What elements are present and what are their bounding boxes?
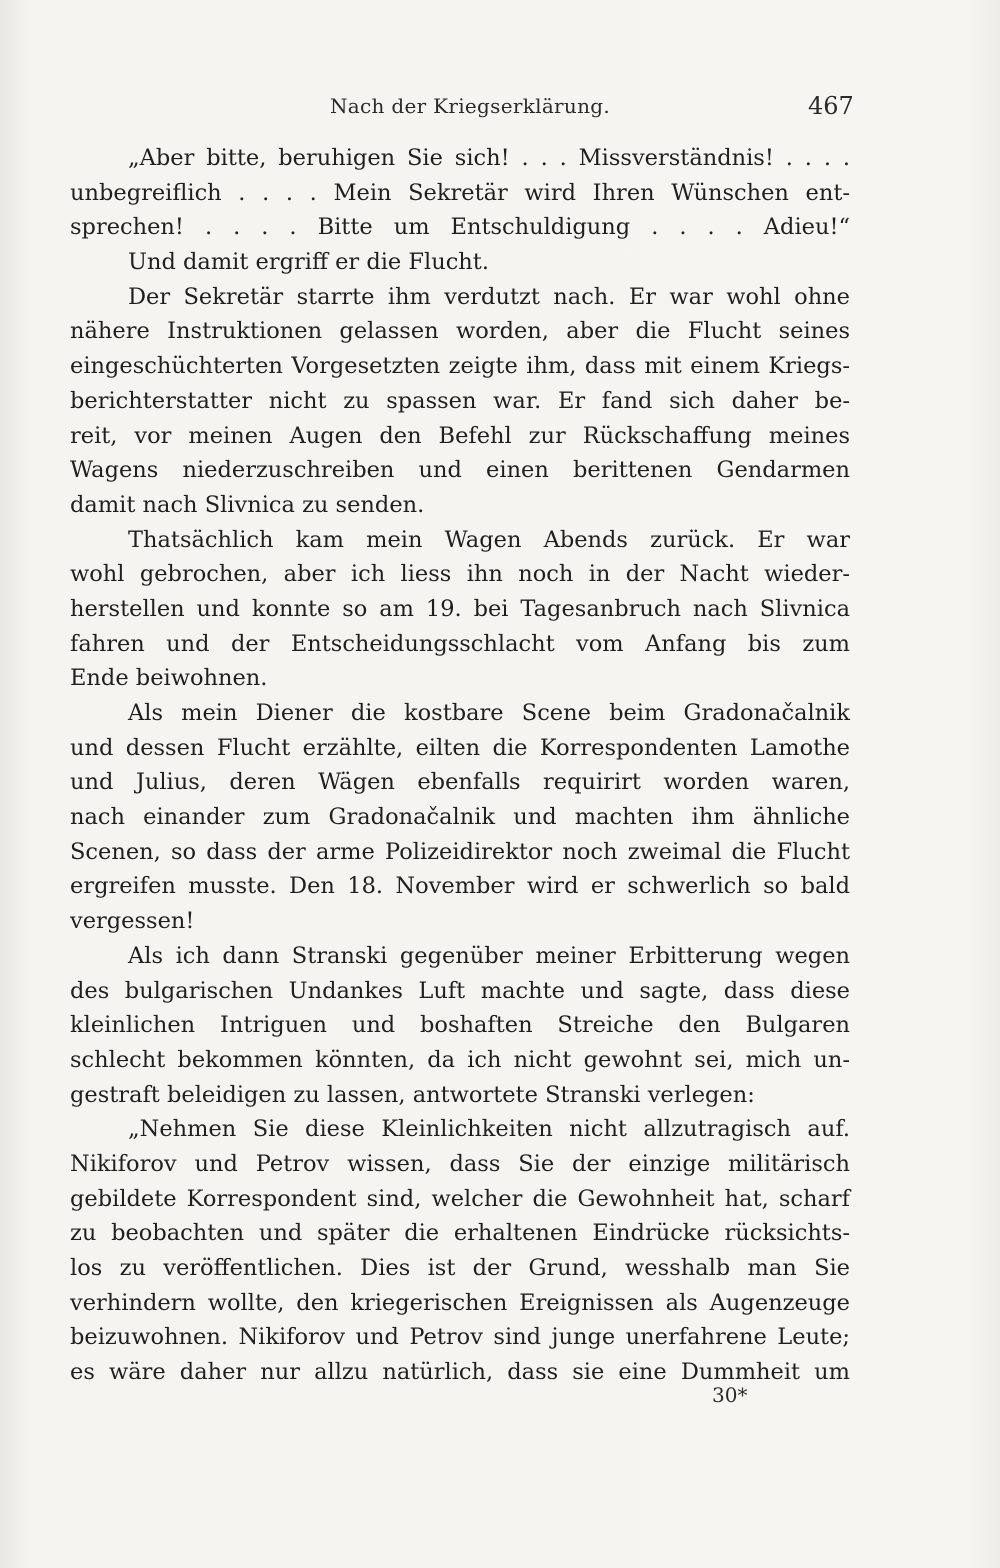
text-line: Scenen, so dass der arme Polizeidirektor noch zweimal die Flucht — [70, 838, 850, 865]
text-line: sprechen! . . . . Bitte um Entschuldigung . . . . Adieu!“ — [70, 214, 850, 241]
text-line: berichterstatter nicht zu spassen war. Er fand sich daher be- — [70, 387, 850, 414]
text-line: gebildete Korrespondent sind, welcher die Gewohnheit hat, scharf — [70, 1185, 850, 1212]
text-line: und Julius, deren Wägen ebenfalls requirirt worden waren, — [70, 769, 850, 796]
text-line: ergreifen musste. Den 18. November wird er schwerlich so bald — [70, 873, 850, 900]
text-line: nähere Instruktionen gelassen worden, aber die Flucht seines — [70, 318, 850, 345]
text-line: „Nehmen Sie diese Kleinlichkeiten nicht allzutragisch auf. — [128, 1116, 850, 1143]
text-line: kleinlichen Intriguen und boshaften Streiche den Bulgaren — [70, 1012, 850, 1039]
text-line: Und damit ergriff er die Flucht. — [128, 249, 489, 276]
text-line: verhindern wollte, den kriegerischen Ereignissen als Augenzeuge — [70, 1289, 850, 1316]
text-line: es wäre daher nur allzu natürlich, dass sie eine Dummheit um — [70, 1359, 850, 1386]
text-line: beizuwohnen. Nikiforov und Petrov sind junge unerfahrene Leute; — [70, 1324, 850, 1351]
text-line: gestraft beleidigen zu lassen, antwortete Stranski verlegen: — [70, 1081, 755, 1108]
text-line: unbegreiflich . . . . Mein Sekretär wird Ihren Wünschen ent- — [70, 179, 850, 206]
text-line: Thatsächlich kam mein Wagen Abends zurück. Er war — [128, 526, 850, 553]
text-line: Als ich dann Stranski gegenüber meiner Erbitterung wegen — [128, 942, 850, 969]
text-line: vergessen! — [70, 908, 195, 935]
text-line: reit, vor meinen Augen den Befehl zur Rückschaffung meines — [70, 422, 850, 449]
text-line: schlecht bekommen könnten, da ich nicht gewohnt sei, mich un- — [70, 1046, 850, 1073]
text-line: „Aber bitte, beruhigen Sie sich! . . . Missverständnis! . . . . — [128, 145, 850, 171]
printer-signature-mark: 30* — [712, 1383, 748, 1407]
text-line: los zu veröffentlichen. Dies ist der Grund, wesshalb man Sie — [70, 1255, 850, 1281]
running-title: Nach der Kriegserklärung. — [330, 94, 611, 118]
text-line: Als mein Diener die kostbare Scene beim Gradonačalnik — [128, 700, 850, 726]
page-number: 467 — [808, 92, 854, 120]
text-line: eingeschüchterten Vorgesetzten zeigte ihm, dass mit einem Kriegs- — [70, 353, 850, 380]
text-line: wohl gebrochen, aber ich liess ihn noch in der Nacht wieder- — [70, 561, 850, 588]
body-text — [70, 141, 850, 1390]
text-line: Ende beiwohnen. — [70, 665, 268, 692]
text-line: zu beobachten und später die erhaltenen Eindrücke rücksichts- — [70, 1220, 850, 1247]
page-header — [0, 90, 1000, 130]
text-line: des bulgarischen Undankes Luft machte und sagte, dass diese — [70, 977, 850, 1004]
text-line: und dessen Flucht erzählte, eilten die Korrespondenten Lamothe — [70, 734, 850, 761]
text-line: Wagens niederzuschreiben und einen berittenen Gendarmen — [70, 457, 850, 484]
text-line: herstellen und konnte so am 19. bei Tagesanbruch nach Slivnica — [70, 595, 850, 622]
text-line: fahren und der Entscheidungsschlacht vom Anfang bis zum — [70, 630, 850, 657]
text-line: nach einander zum Gradonačalnik und machten ihm ähnliche — [70, 804, 850, 831]
text-line: damit nach Slivnica zu senden. — [70, 491, 425, 518]
text-line: Nikiforov und Petrov wissen, dass Sie der einzige militärisch — [70, 1150, 850, 1177]
text-line: Der Sekretär starrte ihm verdutzt nach. Er war wohl ohne — [128, 283, 850, 310]
